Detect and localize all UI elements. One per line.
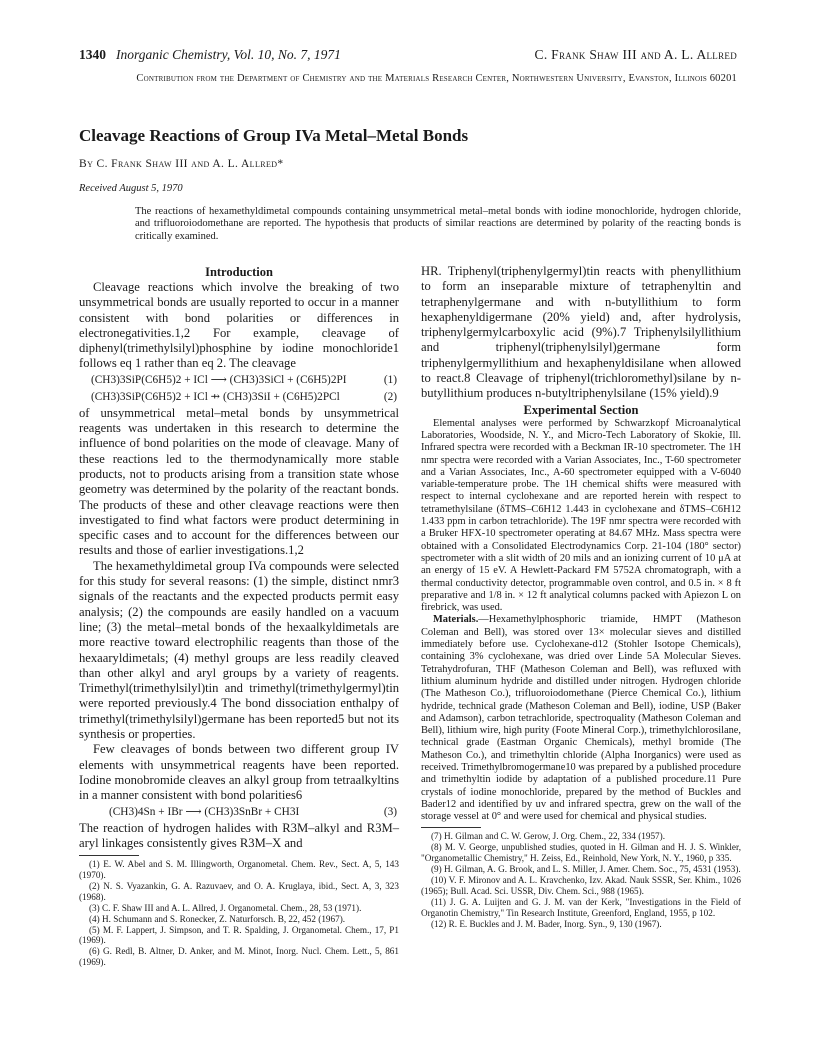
page-number: 1340 bbox=[79, 47, 106, 62]
footnote: (4) H. Schumann and S. Ronecker, Z. Naturforsch. B, 22, 452 (1967). bbox=[89, 913, 346, 924]
footnote: (2) N. S. Vyazankin, G. A. Razuvaev, and O. A. Kruglaya, ibid., Sect. A, 3, 323 (1968). bbox=[79, 880, 399, 902]
equation-1 bbox=[79, 372, 399, 389]
footnote-divider bbox=[421, 827, 481, 828]
footnote-divider bbox=[79, 855, 139, 856]
right-column bbox=[421, 264, 741, 930]
contribution-affiliation: Contribution from the Department of Chemistry and the Materials Research Center, Northwestern University, Evanston, Illinois 60201 bbox=[136, 73, 737, 84]
footnote: (7) H. Gilman and C. W. Gerow, J. Org. Chem., 22, 334 (1957). bbox=[431, 831, 666, 842]
footnote: (6) G. Redl, B. Altner, D. Anker, and M. Minot, Inorg. Nucl. Chem. Lett., 5, 861 (1969). bbox=[79, 946, 399, 968]
materials-text: —Hexamethylphosphoric triamide, HMPT (Matheson Coleman and Bell), was stored over 13× molecular sieves and distilled immediately before use. Cyclohexane-d12 (Stohler Isotope Chemicals), containing 3% cyclohexane, was dried over Linde 5A Molecular Sieves. Tetrahydrofuran, THF (Matheson Coleman and Bell), was refluxed with lithium aluminum hydride and distilled under nitrogen. Hydrogen chloride (The Matheson Co.), trifluoroiodomethane (Pierce Chemical Co.), lithium hydride, technical grade (Matheson Coleman and Bell), iodine, USP (Baker and Adamson), carbon tetrachloride, spectroquality (Matheson Coleman and Bell), lithium wire, high purity (Foote Mineral Corp.), trimethylchlorosilane, technical grade (Eastman Organic Chemicals), methyl bromide (The Matheson Co.), and trimethyltin chloride (Alpha Inorganics) were used as received. Trimethylbromogermane10 was prepared by a published procedure and trimethyltin iodide by adaptation of a published procedure.11 Pure crystals of iodine monochloride, prepared by the method of Buckles and Bader12 and identified by uv and infrared spectra, grew on the wall of the storage vessel at 0° and were used for chemical and physical studies. bbox=[421, 614, 741, 823]
equation-3-number: (3) bbox=[383, 805, 397, 818]
intro-paragraph-4: Few cleavages of bonds between two different group IV elements with unsymmetrical reagents have been reported. Iodine monobromide cleaves an alkyl group from tetraalkyltins in a manner consistent with bond polarities6 bbox=[79, 742, 399, 803]
intro-paragraph-5: The reaction of hydrogen halides with R3M–alkyl and R3M–aryl linkages consistently gives R3M–X and bbox=[79, 820, 399, 850]
equation-1-number: (1) bbox=[383, 373, 397, 386]
intro-paragraph-2: of unsymmetrical metal–metal bonds by unsymmetrical reagents was undertaken in this research to determine the influence of bond polarities on the mode of cleavage. Many of these reactions led to the thermodynamically more stable products, not to products arising from a transition state whose geometry was determined by the polarity of the reactant bonds. The products of these and other cleavage reactions were then investigated to find what factors were product determining in specific cases and to account for the differences between our results and those of earlier investigations.1,2 bbox=[79, 405, 399, 558]
footnote: (12) R. E. Buckles and J. M. Bader, Inorg. Syn., 9, 130 (1967). bbox=[431, 918, 662, 929]
abstract: The reactions of hexamethyldimetal compounds containing unsymmetrical metal–metal bonds with iodine monochloride, hydrogen chloride, and trifluoroiodomethane are reported. The hypothesis that products of similar reactions are determined by polarity of the reacting bonds is critically examined. bbox=[135, 206, 741, 242]
footnote: (9) H. Gilman, A. G. Brook, and L. S. Miller, J. Amer. Chem. Soc., 75, 4531 (1953). bbox=[431, 864, 741, 875]
author-byline: By C. Frank Shaw III and A. L. Allred* bbox=[79, 158, 284, 170]
equation-3-text: (CH3)4Sn + IBr ⟶ (CH3)3SnBr + CH3I bbox=[109, 805, 300, 818]
article-title: Cleavage Reactions of Group IVa Metal–Metal Bonds bbox=[79, 126, 469, 145]
running-header-authors: C. Frank Shaw III and A. L. Allred bbox=[534, 47, 737, 62]
footnote: (5) M. F. Lappert, J. Simpson, and T. R. Spalding, J. Organometal. Chem., 17, P1 (1969). bbox=[79, 924, 399, 946]
materials-run-in-heading: Materials. bbox=[433, 614, 479, 626]
intro-continuation-paragraph: HR. Triphenyl(triphenylgermyl)tin reacts with phenyllithium to form an inseparable mixture of tetraphenyltin and tetraphenylgermane and with n-butyllithium to form hexaphenyldigermane (20% yield) and, after hydrolysis, triphenylgermylcarboxylic acid (9%).7 Triphenylsilyllithium and triphenyl(triphenylsilyl)germane form triphenylgermyllithium and hexaphenyldisilane when allowed to react.8 Cleavage of triphenyl(trichloromethyl)silane by n-butyllithium produces n-butyltriphenylsilane (15% yield).9 bbox=[421, 264, 741, 401]
section-heading-experimental: Experimental Section bbox=[523, 402, 639, 417]
footnote: (10) V. F. Mironov and A. L. Kravchenko, Izv. Akad. Nauk SSSR, Ser. Khim., 1026 (1965); Bull. Acad. Sci. USSR, Div. Chem. Sci., 988 (1965). bbox=[421, 875, 741, 896]
intro-paragraph-3: The hexamethyldimetal group IVa compounds were selected for this study for several reasons: (1) the simple, distinct nmr3 signals of the reactants and the expected products permit easy analysis; (2) the compounds are easily handled on a vacuum line; (3) the metal–metal bonds of the hexaalkyldimetals are more reactive toward electrophilic reagents than those of the hexaaryldimetals; (4) methyl groups are less readily cleaved than other alkyl and aryl groups by a variety of reagents. Trimethyl(trimethylsilyl)tin and trimethyl(trimethylgermyl)tin were reported previously.4 The bond dissociation enthalpy of trimethyl(trimethylsilyl)germane has been reported5 but not its synthesis or properties. bbox=[79, 558, 399, 742]
equation-2 bbox=[79, 389, 399, 406]
running-header-left bbox=[79, 47, 341, 63]
equation-2-text: (CH3)3SiP(C6H5)2 + ICl ⇸ (CH3)3SiI + (C6H5)2PCl bbox=[91, 390, 340, 403]
left-column bbox=[79, 264, 399, 968]
equation-1-text: (CH3)3SiP(C6H5)2 + ICl ⟶ (CH3)3SiCl + (C6H5)2PI bbox=[91, 373, 347, 386]
equation-2-number: (2) bbox=[383, 390, 397, 403]
footnote: (11) J. G. A. Luijten and G. J. M. van der Kerk, "Investigations in the Field of Organotin Chemistry," Tin Research Institute, Greenford, England, 1955, p 102. bbox=[421, 896, 741, 918]
footnote: (1) E. W. Abel and S. M. Illingworth, Organometal. Chem. Rev., Sect. A, 5, 143 (1970). bbox=[79, 859, 399, 880]
equation-3 bbox=[79, 804, 399, 821]
journal-citation: Inorganic Chemistry, Vol. 10, No. 7, 1971 bbox=[116, 47, 341, 62]
intro-paragraph-1: Cleavage reactions which involve the breaking of two unsymmetrical bonds are usually reported to occur in a manner consistent with bond polarities or differences in electronegativities.1,2 For example, cleavage of diphenyl(trimethylsilyl)phosphine by iodine monochloride1 follows eq 1 rather than eq 2. The cleavage bbox=[79, 280, 399, 371]
experimental-paragraph-materials bbox=[421, 614, 741, 823]
footnote: (3) C. F. Shaw III and A. L. Allred, J. Organometal. Chem., 28, 53 (1971). bbox=[89, 902, 362, 913]
received-date: Received August 5, 1970 bbox=[79, 183, 183, 194]
experimental-paragraph-1: Elemental analyses were performed by Schwarzkopf Microanalytical Laboratories, Woodside, N. Y., and Micro-Tech Laboratory of Skokie, Ill. Infrared spectra were recorded with a Beckman IR-10 spectrometer. The 1H nmr spectra were recorded with a Varian Associates, Inc., T-60 spectrometer and a Varian Associates, Inc., A-60 spectrometer equipped with a V-6040 variable-temperature probe. The 1H chemical shifts were measured with respect to internal cyclohexane and are reported herein with respect to tetramethylsilane (δTMS–C6H12 1.443 in cyclohexane and δTMS–C6H12 1.433 ppm in carbon tetrachloride). The 19F nmr spectra were recorded with a Bruker HFX-10 spectrometer operating at 84.67 MHz. Mass spectra were obtained with a Consolidated Electrodynamics Corp. 21-104 (180° sector) spectrometer with a slit width of 20 mils and an ionizing current of 10 μA at an energy of 15 eV. A Hewlett-Packard FM 5752A chromatograph, with a thermal conductivity detector, programmable oven control, and 0.5 in. × 8 ft preparative and 1/8 in. × 12 ft analytical columns packed with Apiezon L on firebrick, was used. bbox=[421, 417, 741, 614]
section-heading-introduction: Introduction bbox=[205, 265, 273, 279]
footnote: (8) M. V. George, unpublished studies, quoted in H. Gilman and H. J. S. Winkler, "Organometallic Chemistry," H. Zeiss, Ed., Reinhold, New York, N. Y., 1960, p 335. bbox=[421, 842, 741, 864]
